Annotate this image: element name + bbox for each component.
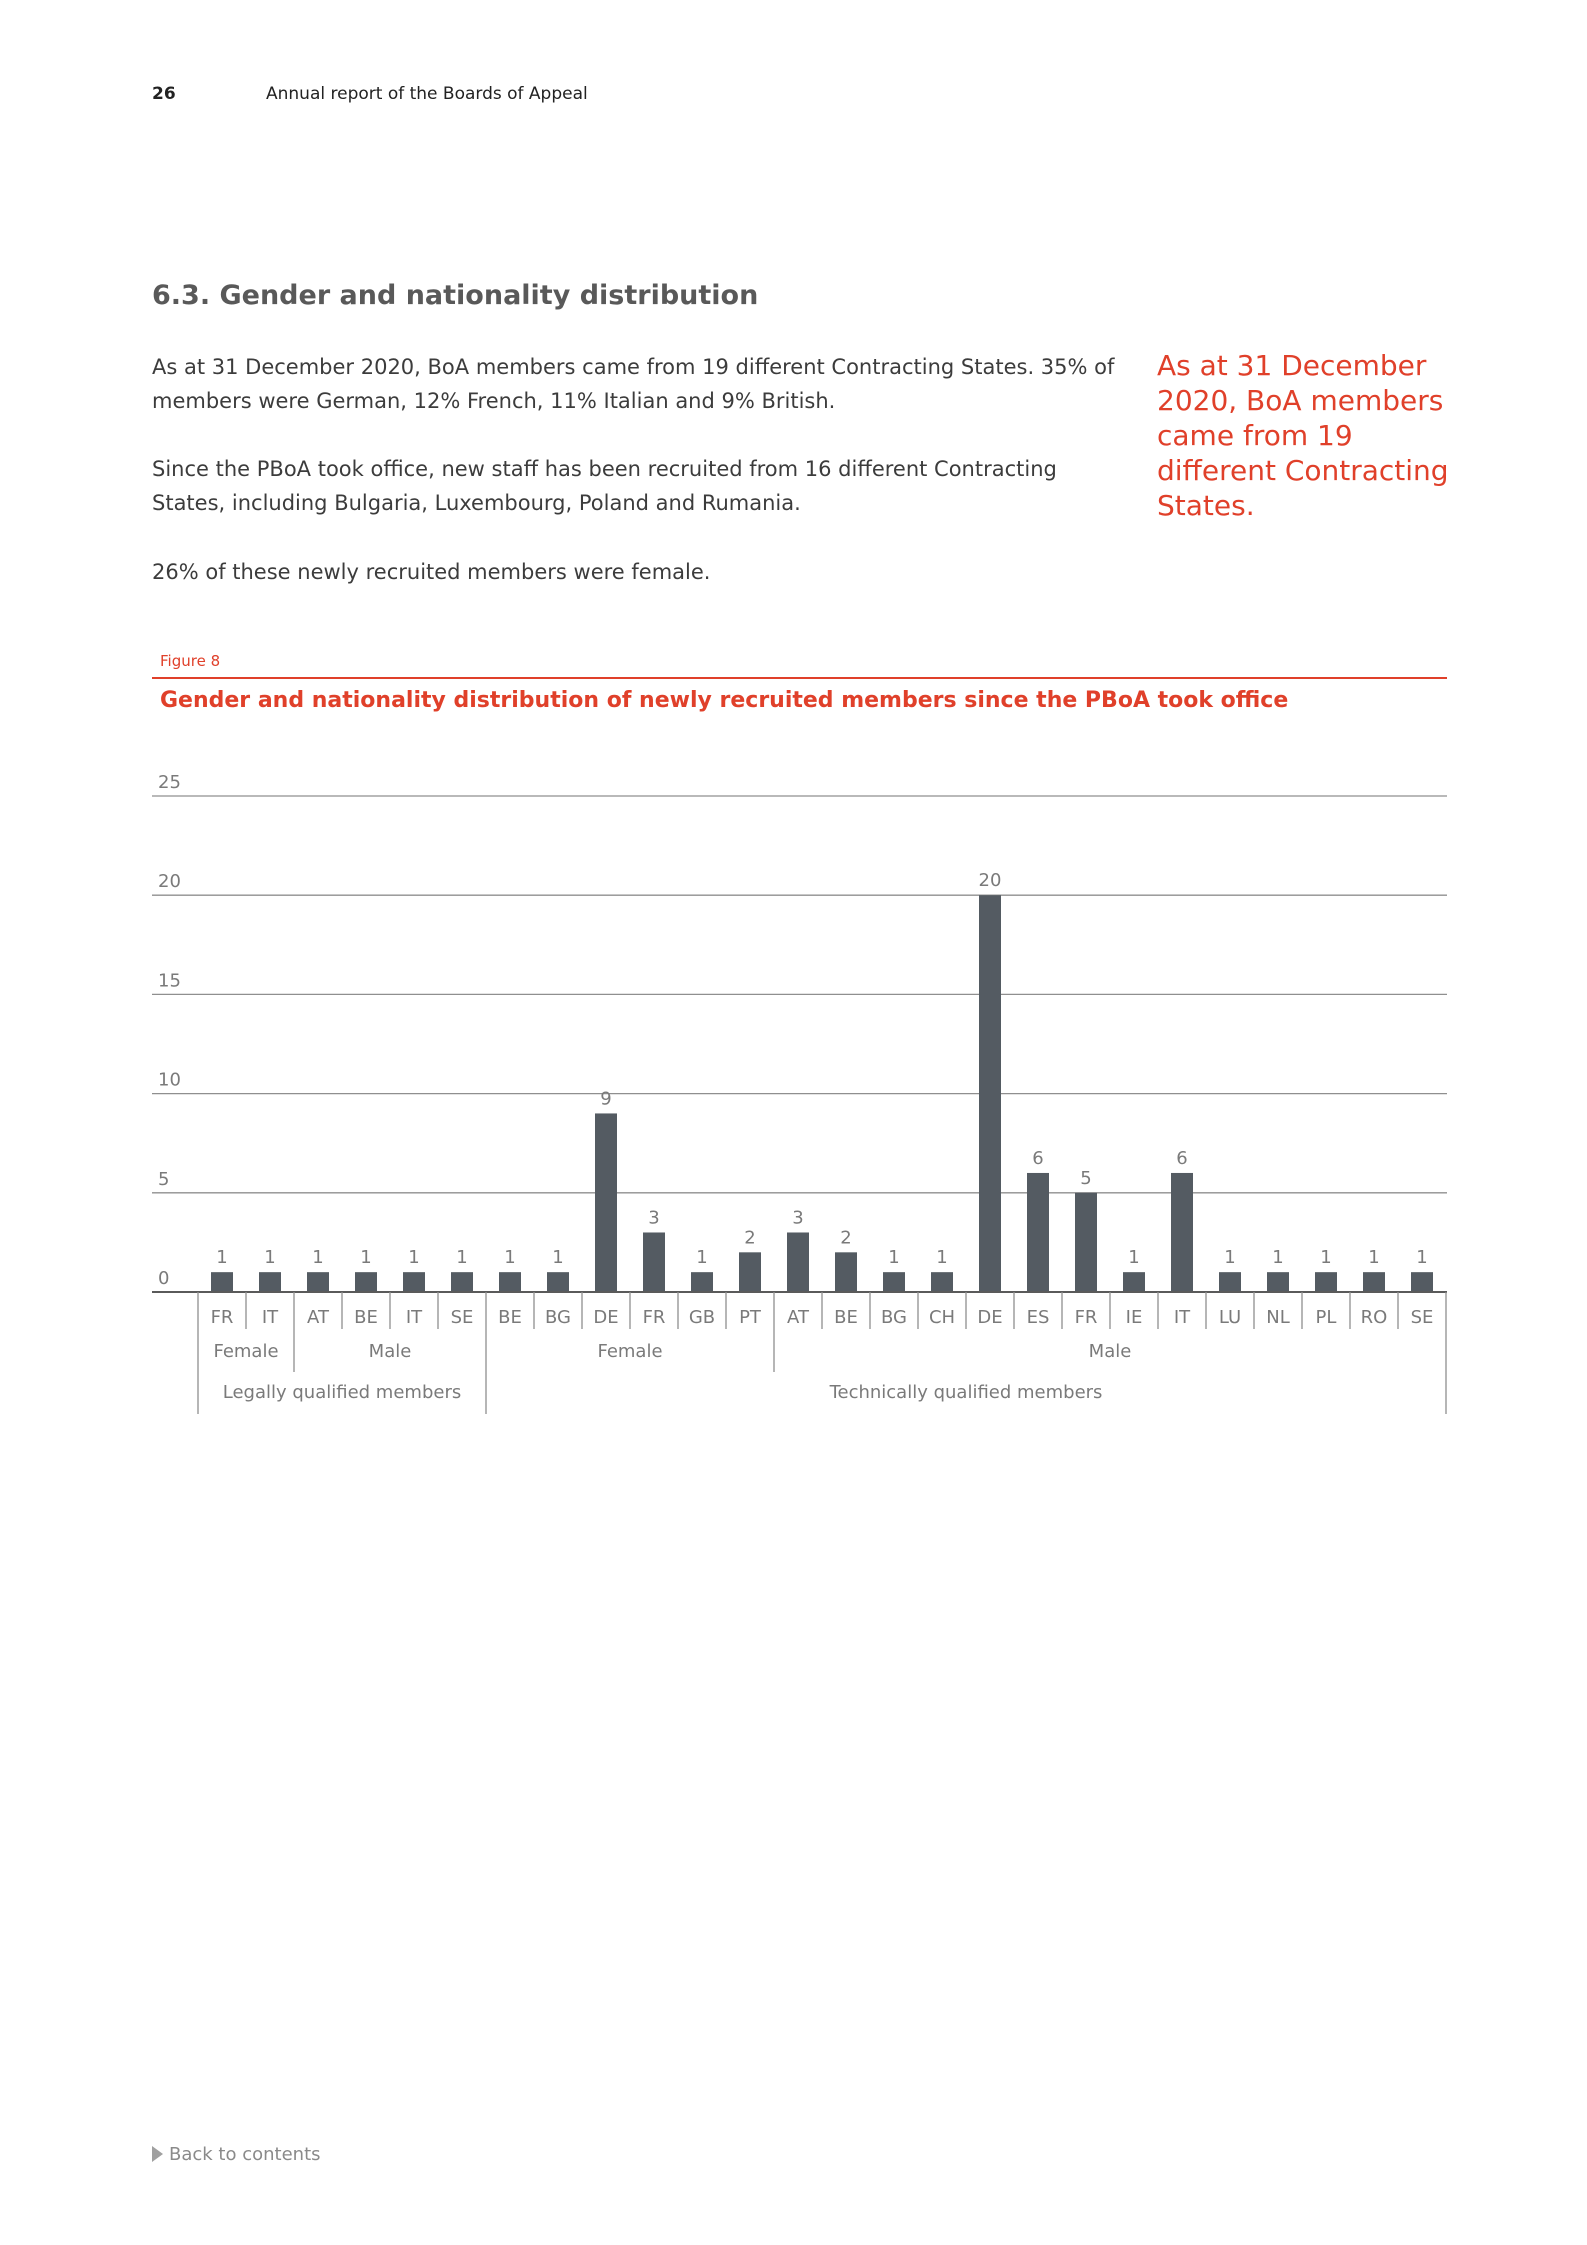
bar-value-label: 1 <box>936 1247 948 1269</box>
figure-label: Figure 8 <box>160 652 221 670</box>
bar <box>1171 1173 1193 1292</box>
x-category-label: FR <box>210 1307 234 1328</box>
bar <box>643 1232 665 1292</box>
bar-value-label: 1 <box>888 1247 900 1269</box>
bar <box>403 1272 425 1292</box>
bar-value-label: 1 <box>1416 1247 1428 1269</box>
bar <box>307 1272 329 1292</box>
gender-group-label: Male <box>1088 1341 1132 1362</box>
bar <box>1123 1272 1145 1292</box>
y-tick-label: 20 <box>158 871 181 893</box>
bar-value-label: 1 <box>216 1247 228 1269</box>
body-paragraph-1: As at 31 December 2020, BoA members came from 19 different Contracting States. 35% of members were German, 12% French, 11% Italian and 9% British. <box>152 355 1115 413</box>
bar <box>1027 1173 1049 1292</box>
bar <box>739 1252 761 1292</box>
x-category-label: NL <box>1266 1307 1290 1328</box>
x-category-label: SE <box>1410 1307 1434 1328</box>
qualification-group-label: Technically qualified members <box>829 1382 1103 1403</box>
x-category-label: IT <box>261 1307 279 1328</box>
x-category-label: BE <box>498 1307 522 1328</box>
bar-value-label: 1 <box>504 1247 516 1269</box>
bar <box>451 1272 473 1292</box>
bar <box>547 1272 569 1292</box>
back-to-contents-label: Back to contents <box>169 2144 321 2165</box>
bar-value-label: 1 <box>264 1247 276 1269</box>
bar <box>1315 1272 1337 1292</box>
x-category-label: PT <box>739 1307 761 1328</box>
bar-value-label: 6 <box>1032 1147 1044 1169</box>
gender-group-label: Male <box>368 1341 412 1362</box>
bar <box>595 1113 617 1292</box>
bar-value-label: 3 <box>792 1207 804 1229</box>
bar <box>1075 1193 1097 1292</box>
figure-title: Gender and nationality distribution of newly recruited members since the PBoA took office <box>160 688 1289 713</box>
x-category-label: GB <box>688 1307 716 1328</box>
bar <box>259 1272 281 1292</box>
x-category-label: BG <box>881 1307 907 1328</box>
x-category-label: LU <box>1218 1307 1242 1328</box>
x-category-label: IT <box>1173 1307 1191 1328</box>
bar-value-label: 1 <box>456 1247 468 1269</box>
bar-value-label: 20 <box>978 870 1002 892</box>
bar-value-label: 1 <box>408 1247 420 1269</box>
x-category-label: DE <box>977 1307 1003 1328</box>
body-paragraph-3: 26% of these newly recruited members were female. <box>152 560 711 584</box>
x-category-label: CH <box>928 1307 956 1328</box>
bar <box>355 1272 377 1292</box>
bar-value-label: 5 <box>1080 1167 1092 1189</box>
bar <box>499 1272 521 1292</box>
bar <box>1219 1272 1241 1292</box>
qualification-group-label: Legally qualified members <box>222 1382 462 1403</box>
bar-value-label: 3 <box>648 1207 660 1229</box>
bar <box>1267 1272 1289 1292</box>
x-category-label: FR <box>1074 1307 1098 1328</box>
bar <box>1363 1272 1385 1292</box>
play-arrow-icon <box>152 2146 163 2162</box>
y-tick-label: 0 <box>158 1268 170 1289</box>
bar-value-label: 1 <box>312 1247 324 1269</box>
bar <box>691 1272 713 1292</box>
x-category-label: SE <box>450 1307 474 1328</box>
bar-value-label: 6 <box>1176 1147 1188 1169</box>
bar-value-label: 1 <box>1320 1247 1332 1269</box>
bar <box>883 1272 905 1292</box>
bar-value-label: 1 <box>1128 1247 1140 1269</box>
section-heading: 6.3. Gender and nationality distribution <box>152 280 759 311</box>
bar <box>931 1272 953 1292</box>
pull-quote: As at 31 December 2020, BoA members came from 19 different Contracting States. <box>1157 349 1449 522</box>
x-category-label: BE <box>354 1307 378 1328</box>
y-tick-label: 15 <box>158 970 181 992</box>
bar-value-label: 1 <box>1272 1247 1284 1269</box>
bar-value-label: 1 <box>1224 1247 1236 1269</box>
gender-group-label: Female <box>597 1341 663 1362</box>
bar-value-label: 9 <box>600 1088 612 1110</box>
page-number: 26 <box>152 84 176 104</box>
y-tick-label: 10 <box>158 1069 181 1091</box>
x-category-label: AT <box>787 1307 809 1328</box>
x-category-label: AT <box>307 1307 329 1328</box>
bar <box>787 1232 809 1292</box>
bar-value-label: 1 <box>1368 1247 1380 1269</box>
bar <box>835 1252 857 1292</box>
bar-value-label: 1 <box>360 1247 372 1269</box>
x-category-label: ES <box>1026 1307 1050 1328</box>
y-tick-label: 5 <box>158 1168 170 1190</box>
gender-group-label: Female <box>213 1341 279 1362</box>
bar-value-label: 1 <box>552 1247 564 1269</box>
body-paragraph-2: Since the PBoA took office, new staff has been recruited from 16 different Contracting States, including Bulgaria, Luxembourg, Poland and Rumania. <box>152 457 1057 515</box>
bar <box>1411 1272 1433 1292</box>
x-category-label: RO <box>1360 1307 1388 1328</box>
x-category-label: PL <box>1315 1307 1337 1328</box>
x-category-label: BG <box>545 1307 571 1328</box>
x-category-label: IT <box>405 1307 423 1328</box>
bar-value-label: 2 <box>840 1227 852 1249</box>
bar-value-label: 1 <box>696 1247 708 1269</box>
bar <box>211 1272 233 1292</box>
x-category-label: FR <box>642 1307 666 1328</box>
bar-value-label: 2 <box>744 1227 756 1249</box>
back-to-contents-link[interactable] <box>152 2144 321 2165</box>
x-category-label: DE <box>593 1307 619 1328</box>
bar <box>979 895 1001 1292</box>
x-category-label: IE <box>1125 1307 1143 1328</box>
y-tick-label: 25 <box>158 772 181 793</box>
running-title: Annual report of the Boards of Appeal <box>266 84 588 104</box>
x-category-label: BE <box>834 1307 858 1328</box>
